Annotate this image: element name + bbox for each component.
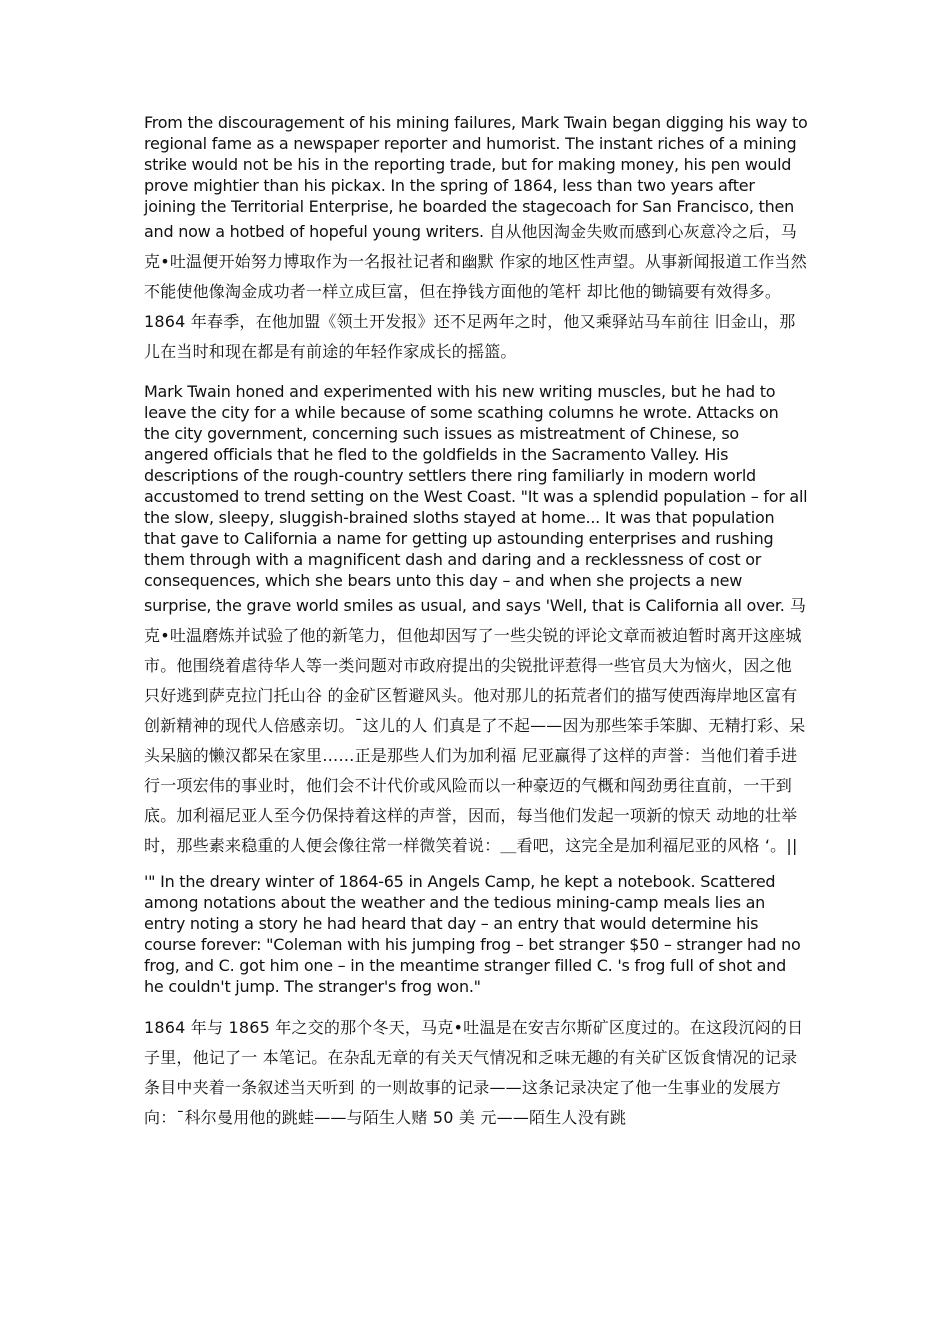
paragraph-2-english: Mark Twain honed and experimented with his new writing muscles, but he had to leave the city for a while because of some scathing columns he wrote. Attacks on the city government, concerning such issues as mistreatment of Chinese, so angered officials that he fled to the goldfields in the Sacramento Valley. His descriptions of the rough-country settlers there ring familiarly in modern world accustomed to trend setting on the West Coast. "It was a splendid population – for all the slow, sleepy, sluggish-brained sloths stayed at home... It was that population that gave to California a name for getting up astounding enterprises and rushing them through with a magnificent dash and daring and a recklessness of cost or consequences, which she bears unto this day – and when she projects a new surprise, the grave world smiles as usual, and says 'Well, that is California all over. — [144, 382, 808, 615]
paragraph-4-chinese: 1864 年与 1865 年之交的那个冬天，马克•吐温是在安吉尔斯矿区度过的。在这段沉闷的日子里，他记了一 本笔记。在杂乱无章的有关天气情况和乏味无趣的有关矿区饭食情况的记录条目中夹着一条叙述当天听到 的一则故事的记录——这条记录决定了他一生事业的发展方向：¯科尔曼用他的跳蛙——与陌生人赌 50 美 元——陌生人没有跳 — [144, 1018, 804, 1127]
paragraph-1-english: From the discouragement of his mining failures, Mark Twain began digging his way to regional fame as a newspaper reporter and humorist. The instant riches of a mining strike would not be his in the reporting trade, but for making money, his pen would prove mightier than his pickax. In the spring of 1864, less than two years after joining the Territorial Enterprise, he boarded the stagecoach for San Francisco, then and now a hotbed of hopeful young writers. — [144, 113, 808, 241]
paragraph-1-chinese: 自从他因淘金失败而感到心灰意冷之后，马克•吐温便开始努力博取作为一名报社记者和幽默 作家的地区性声望。从事新闻报道工作当然不能使他像淘金成功者一样立成巨富，但在挣钱方面他的笔杆 却比他的锄镐要有效得多。1864 年春季，在他加盟《领土开发报》还不足两年之时，他又乘驿站马车前往 旧金山，那儿在当时和现在都是有前途的年轻作家成长的摇篮。 — [144, 222, 807, 361]
paragraph-4 — [144, 1013, 808, 1133]
paragraph-1 — [144, 112, 808, 367]
document-page — [144, 112, 808, 1149]
paragraph-2 — [144, 381, 808, 861]
paragraph-2-chinese: 马克•吐温磨炼并试验了他的新笔力，但他却因写了一些尖锐的评论文章而被迫暂时离开这座城市。他围绕着虐待华人等一类问题对市政府提出的尖锐批评惹得一些官员大为恼火，因之他只好逃到萨克拉门托山谷 的金矿区暂避风头。他对那儿的拓荒者们的描写使西海岸地区富有创新精神的现代人倍感亲切。¯这儿的人 们真是了不起——因为那些笨手笨脚、无精打彩、呆头呆脑的懒汉都呆在家里……正是那些人们为加利福 尼亚赢得了这样的声誉：当他们着手进行一项宏伟的事业时，他们会不计代价或风险而以一种豪迈的气概和闯劲勇往直前，一干到底。加利福尼亚人至今仍保持着这样的声誉，因而，每当他们发起一项新的惊天 动地的壮举时，那些素来稳重的人便会像往常一样微笑着说：＿看吧，这完全是加利福尼亚的风格 ‘。|| — [144, 596, 807, 855]
paragraph-3-english: '" In the dreary winter of 1864-65 in Angels Camp, he kept a notebook. Scattered among notations about the weather and the tedious mining-camp meals lies an entry noting a story he had heard that day – an entry that would determine his course forever: "Coleman with his jumping frog – bet stranger $50 – stranger had no frog, and C. got him one – in the meantime stranger filled C. 's frog full of shot and he couldn't jump. The stranger's frog won." — [144, 872, 801, 996]
paragraph-3 — [144, 871, 808, 997]
